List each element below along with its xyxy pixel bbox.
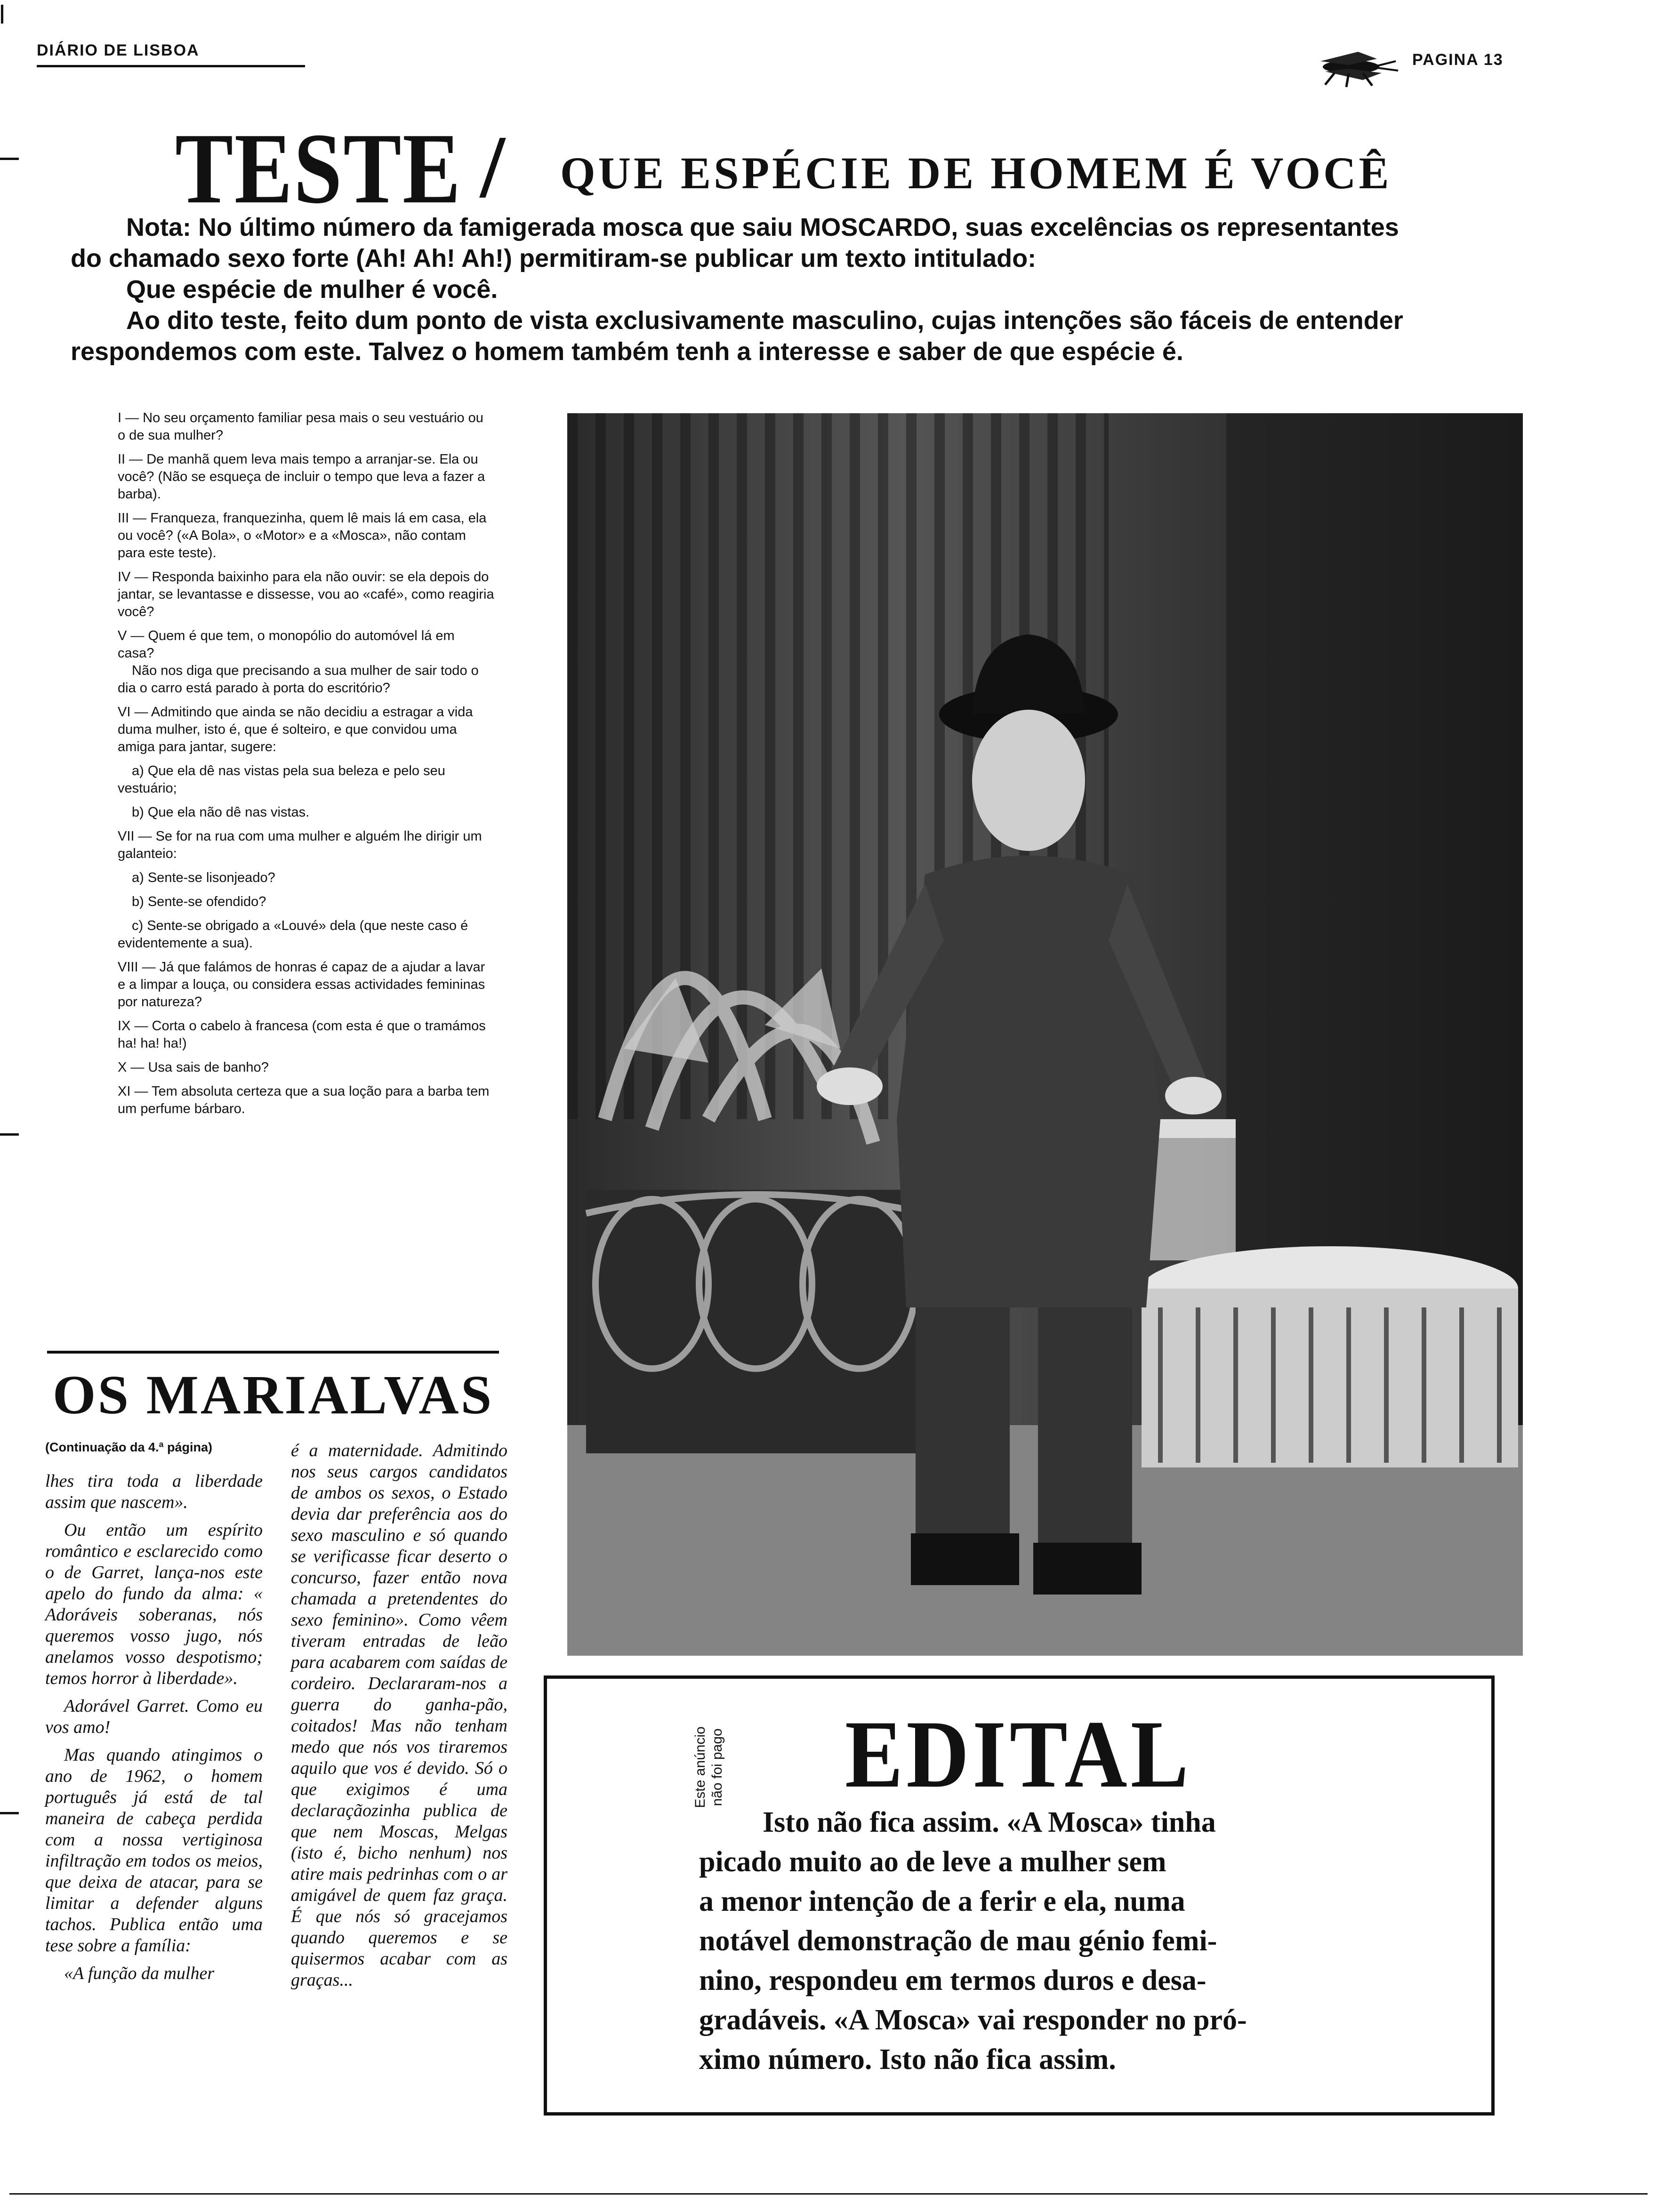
edital-body: [699, 1803, 1335, 2079]
paragraph: lhes tira toda a liberdade assim que nascem».: [45, 1471, 263, 1512]
edital-line: Isto não fica assim. «A Mosca» tinha: [763, 1806, 1216, 1838]
intro-line: Ao dito teste, feito dum ponto de vista exclusivamente masculino, cujas intenções são fáceis de entender: [126, 306, 1403, 335]
question-option: b) Sente-se ofendido?: [132, 894, 266, 909]
paragraph: «A função da mulher: [64, 1964, 215, 1983]
question-item: XI — Tem absoluta certeza que a sua loção para a barba tem um perfume bárbaro.: [118, 1084, 490, 1116]
edital-line: gradáveis. «A Mosca» vai responder no pró-: [699, 2004, 1247, 2036]
newspaper-name: DIÁRIO DE LISBOA: [37, 41, 200, 59]
article-column-2: [291, 1440, 507, 1997]
margin-mark: [1, 5, 3, 24]
fly-logo-icon: [1306, 47, 1400, 89]
question-option: a) Que ela dê nas vistas pela sua beleza e pelo seu vestuário;: [118, 763, 445, 796]
question-option: b) Que ela não dê nas vistas.: [132, 805, 310, 820]
intro-note: [71, 212, 1459, 367]
edital-line: a menor intenção de a ferir e ela, numa: [699, 1885, 1185, 1917]
margin-mark: [0, 1812, 19, 1814]
title-slash: /: [480, 118, 505, 216]
question-item: III — Franqueza, franquezinha, quem lê mais lá em casa, ela ou você? («A Bola», o «Motor» e a «Mosca», não contam para este teste).: [118, 511, 487, 561]
bottom-rule: [9, 2193, 1648, 2195]
edital-line: notável demonstração de mau génio femi-: [699, 1925, 1217, 1957]
article-title: TESTE: [175, 112, 462, 224]
continuation-note: (Continuação da 4.ª página): [45, 1440, 213, 1454]
question-option: c) Sente-se obrigado a «Louvé» dela (que neste caso é evidentemente a sua).: [118, 918, 468, 951]
intro-line: Nota: No último número da famigerada mosca que saiu MOSCARDO, suas excelências os representantes: [126, 213, 1399, 241]
question-item: Não nos diga que precisando a sua mulher de sair todo o dia o carro está parado à porta do escritório?: [118, 663, 479, 696]
questions-list: [118, 409, 494, 1124]
question-item: VII — Se for na rua com uma mulher e alguém lhe dirigir um galanteio:: [118, 829, 482, 861]
edital-title: EDITAL: [845, 1701, 1192, 1808]
question-item: VI — Admitindo que ainda se não decidiu a estragar a vida duma mulher, isto é, que é solteiro, e que convidou uma amiga para jantar, sugere:: [118, 705, 473, 754]
intro-line: do chamado sexo forte (Ah! Ah! Ah!) permitiram-se publicar um texto intitulado:: [71, 244, 1037, 272]
margin-mark: [0, 1133, 19, 1136]
vintage-photo: [567, 413, 1523, 1656]
article-column-1: [45, 1471, 263, 1991]
question-option: a) Sente-se lisonjeado?: [132, 870, 275, 885]
edital-line: nino, respondeu em termos duros e desa-: [699, 1964, 1207, 1996]
paragraph: Ou então um espírito romântico e esclarecido como o de Garret, lança-nos este apelo do fundo da alma: « Adoráveis soberanas, nós queremos vosso jugo, nós anelamos vosso despotismo; temos horror à liberdade».: [45, 1520, 263, 1688]
intro-line: respondemos com este. Talvez o homem também tenh a interesse e saber de que espécie é.: [71, 337, 1183, 366]
side-note-line: não foi pago: [709, 1728, 725, 1806]
question-item: IV — Responda baixinho para ela não ouvir: se ela depois do jantar, se levantasse e dissesse, vou ao «café», como reagiria você?: [118, 569, 494, 619]
paragraph: Adorável Garret. Como eu vos amo!: [45, 1696, 263, 1737]
side-note-line: Este anúncio: [692, 1726, 708, 1808]
edital-line: picado muito ao de leve a mulher sem: [699, 1846, 1166, 1878]
section-rule: [47, 1351, 499, 1354]
page-number: PAGINA 13: [1412, 51, 1504, 69]
edital-line: ximo número. Isto não fica assim.: [699, 2044, 1116, 2076]
question-item: I — No seu orçamento familiar pesa mais o seu vestuário ou o de sua mulher?: [118, 410, 483, 443]
question-item: V — Quem é que tem, o monopólio do automóvel lá em casa?: [118, 628, 455, 661]
question-item: VIII — Já que falámos de honras é capaz de a ajudar a lavar e a limpar a louça, ou considera essas actividades femininas por natureza?: [118, 960, 485, 1010]
question-item: X — Usa sais de banho?: [118, 1060, 269, 1075]
intro-line: Que espécie de mulher é você.: [126, 275, 498, 304]
question-item: IX — Corta o cabelo à francesa (com esta é que o tramámos ha! ha! ha!): [118, 1018, 486, 1051]
margin-mark: [0, 158, 19, 160]
question-item: II — De manhã quem leva mais tempo a arranjar-se. Ela ou você? (Não se esqueça de incluir o tempo que leva a fazer a barba).: [118, 452, 485, 502]
article-subtitle: QUE ESPÉCIE DE HOMEM É VOCÊ: [560, 148, 1392, 198]
paragraph: Mas quando atingimos o ano de 1962, o homem português já está de tal maneira de cabeça perdida com a nossa vertiginosa infiltração em todos os meios, que deixa de atacar, para se limitar a defender alguns tachos. Publica então uma tese sobre a família:: [45, 1745, 263, 1956]
section-title: OS MARIALVAS: [52, 1364, 494, 1426]
header-rule: [37, 65, 305, 67]
paragraph: é a maternidade. Admitindo nos seus cargos candidatos de ambos os sexos, o Estado devia dar preferência aos do sexo masculino e só quando se verificasse ficar deserto o concurso, fazer então nova chamada a pretendentes do sexo feminino». Como vêem tiveram entradas de leão para acabarem com saídas de cordeiro. Declararam-nos a guerra do ganha-pão, coitados! Mas não tenham medo que nós vos tiraremos aquilo que vos é devido. Só o que exigimos é uma declaraçãozinha publica de que nem Moscas, Melgas (isto é, bicho nenhum) nos atire mais pedrinhas com o ar amigável de quem faz graça. É que nós só gracejamos quando queremos e se quisermos acabar com as graças...: [291, 1441, 507, 1990]
